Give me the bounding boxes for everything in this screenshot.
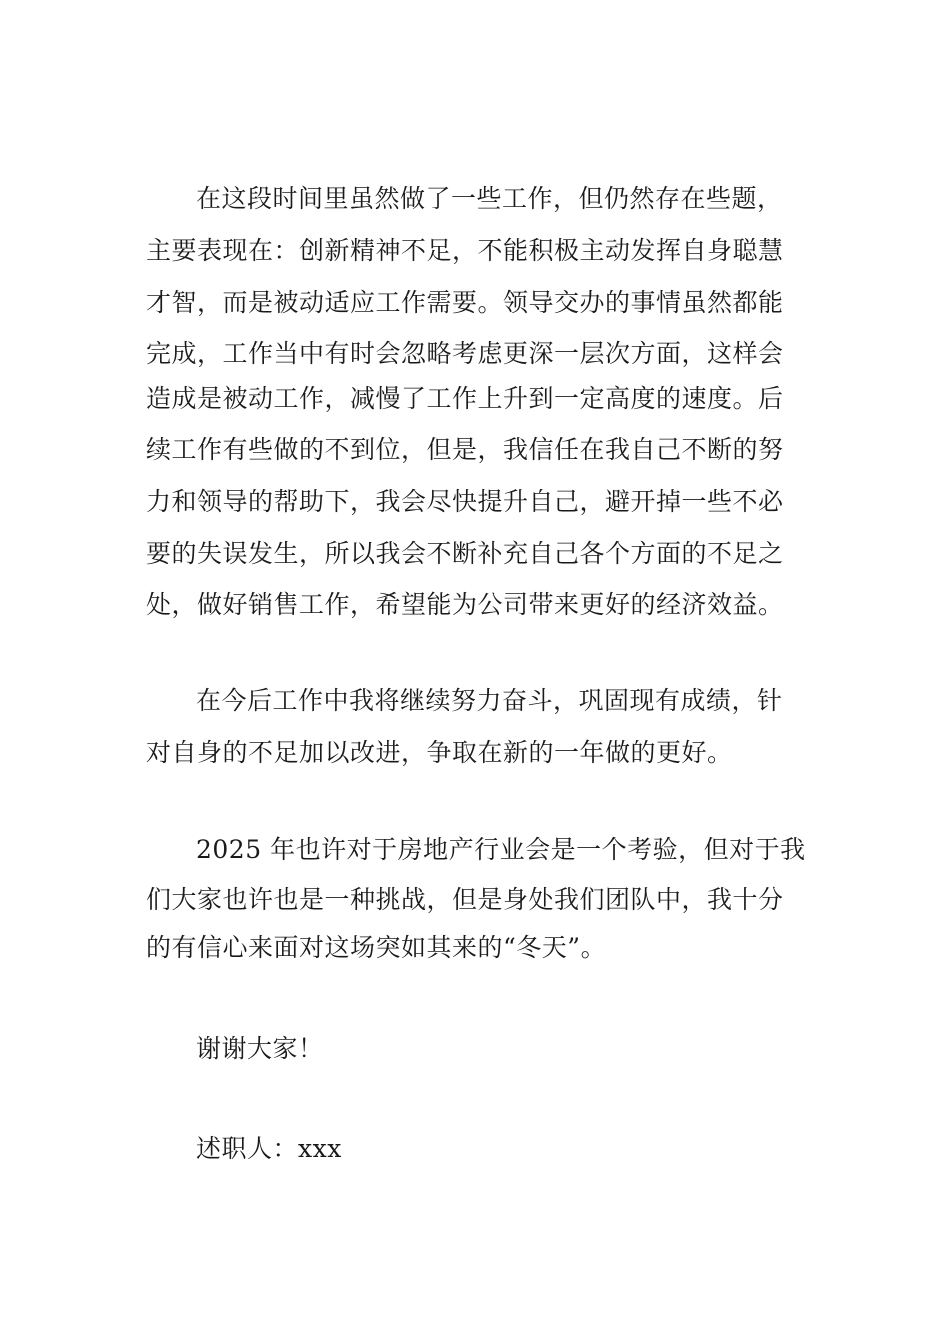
paragraph-line: 在这段时间里虽然做了一些工作，但仍然存在些题， <box>196 184 783 213</box>
paragraph-line: 续工作有些做的不到位，但是，我信任在我自己不断的努 <box>146 435 784 464</box>
paragraph-line: 完成，工作当中有时会忽略考虑更深一层次方面，这样会 <box>146 339 784 368</box>
paragraph-line: 主要表现在：创新精神不足，不能积极主动发挥自身聪慧 <box>146 236 784 265</box>
paragraph-line: 才智，而是被动适应工作需要。领导交办的事情虽然都能 <box>146 288 784 317</box>
paragraph-line: 力和领导的帮助下，我会尽快提升自己，避开掉一些不必 <box>146 487 784 516</box>
paragraph-line: 造成是被动工作，减慢了工作上升到一定高度的速度。后 <box>146 384 784 413</box>
paragraph-line: 们大家也许也是一种挑战，但是身处我们团队中，我十分 <box>146 885 784 914</box>
paragraph-line: 处，做好销售工作，希望能为公司带来更好的经济效益。 <box>146 590 784 619</box>
signature-line: 述职人：xxx <box>196 1134 342 1163</box>
paragraph-line: 对自身的不足加以改进，争取在新的一年做的更好。 <box>146 738 733 767</box>
paragraph-line: 的有信心来面对这场突如其来的“冬天”。 <box>146 933 607 962</box>
paragraph-line: 在今后工作中我将继续努力奋斗，巩固现有成绩，针 <box>196 686 783 715</box>
paragraph-line: 2025 年也许对于房地产行业会是一个考验，但对于我 <box>196 835 806 864</box>
thanks-line: 谢谢大家！ <box>196 1034 324 1063</box>
paragraph-line: 要的失误发生，所以我会不断补充自己各个方面的不足之 <box>146 539 784 568</box>
